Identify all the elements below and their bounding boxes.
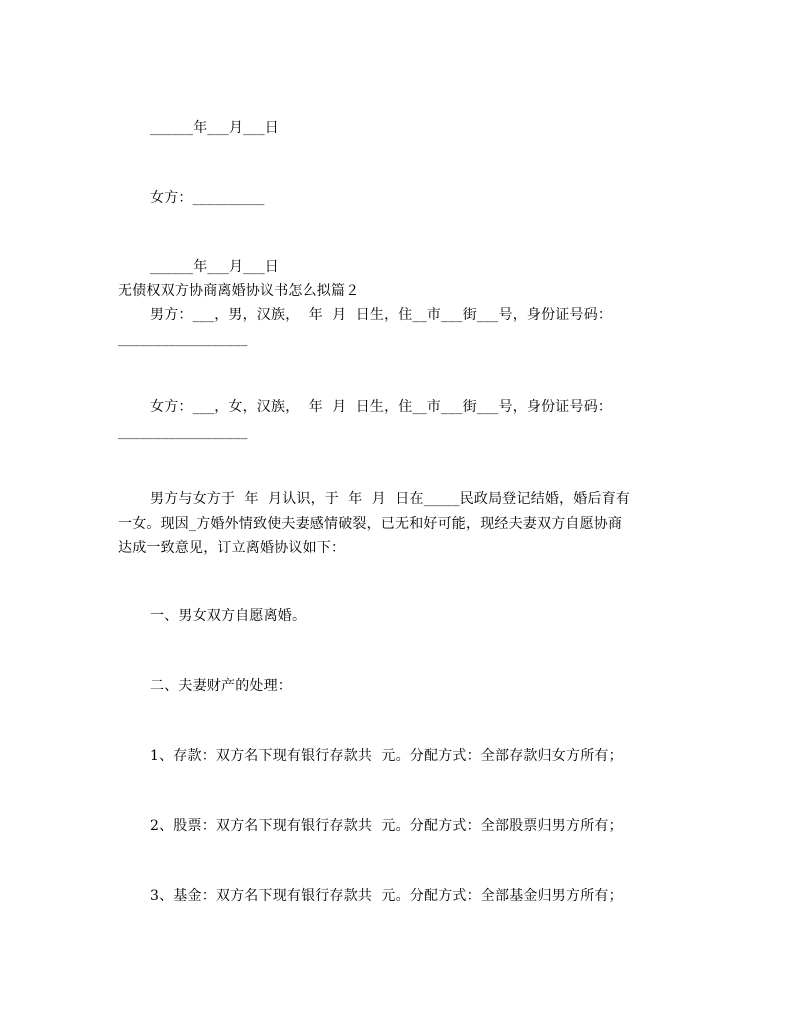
document-title: 无债权双方协商离婚协议书怎么拟篇２: [118, 283, 360, 299]
man-id-blank: __________________: [118, 331, 248, 347]
property-item-savings: 1、存款：双方名下现有银行存款共 元。分配方式：全部存款归女方所有；: [150, 748, 623, 764]
property-item-stocks: 2、股票：双方名下现有银行存款共 元。分配方式：全部股票归男方所有；: [150, 818, 623, 834]
woman-signature-line: 女方：__________: [150, 190, 265, 206]
intro-paragraph-line: 达成一致意见，订立离婚协议如下：: [118, 540, 346, 556]
clause-divorce: 一、男女双方自愿离婚。: [150, 608, 307, 624]
date-line: ______年___月___日: [150, 259, 279, 275]
woman-id-blank: __________________: [118, 424, 248, 440]
intro-paragraph-line: 一女。现因_方婚外情致使夫妻感情破裂，已无和好可能，现经夫妻双方自愿协商: [118, 516, 623, 532]
woman-info-line: 女方：___，女，汉族， 年 月 日生，住__市___街___号，身份证号码：: [150, 399, 613, 415]
clause-property: 二、夫妻财产的处理：: [150, 678, 292, 694]
property-item-funds: 3、基金：双方名下现有银行存款共 元。分配方式：全部基金归男方所有；: [150, 888, 623, 904]
intro-paragraph-line: 男方与女方于 年 月认识，于 年 月 日在_____民政局登记结婚，婚后育有: [150, 491, 631, 507]
man-info-line: 男方：___，男，汉族， 年 月 日生，住__市___街___号，身份证号码：: [150, 307, 613, 323]
date-line: ______年___月___日: [150, 120, 279, 136]
